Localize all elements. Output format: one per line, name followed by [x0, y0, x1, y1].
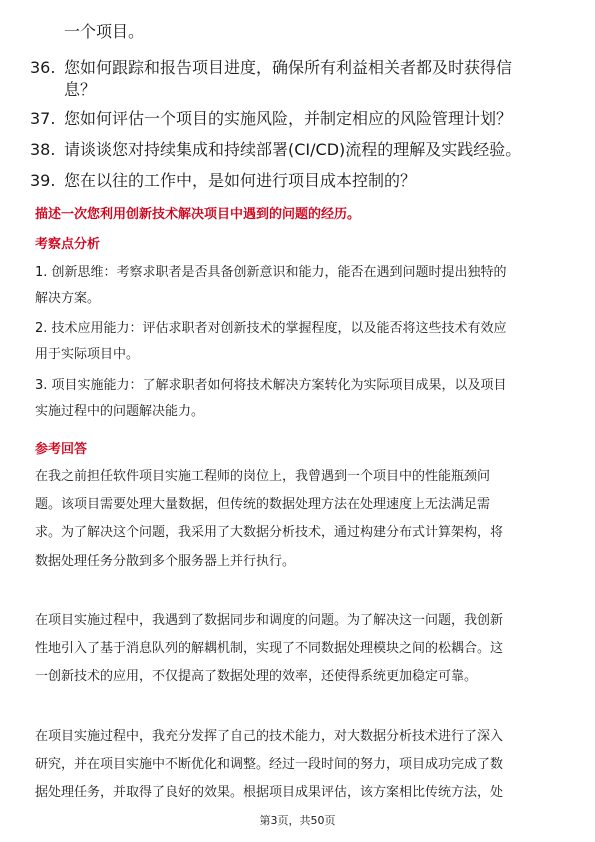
analysis-point-cont: 解决方案。 [35, 291, 101, 306]
answer-line: 研究，并在项目实施中不断优化和调整。经过一段时间的努力，项目成功完成了数 [35, 757, 504, 772]
analysis-point: 3. 项目实施能力：了解求职者如何将技术解决方案转化为实际项目成果，以及项目 [35, 378, 507, 393]
question-text: 一个项目。 [64, 22, 145, 41]
answer-line: 一创新技术的应用，不仅提高了数据处理的效率，还使得系统更加稳定可靠。 [35, 669, 478, 684]
question-number: 39. [30, 171, 56, 190]
page-footer: 第3页，共50页 [259, 814, 336, 827]
question-text: 您在以往的工作中，是如何进行项目成本控制的？ [64, 171, 417, 190]
question-text: 您如何跟踪和报告项目进度，确保所有利益相关者都及时获得信 [64, 58, 513, 77]
answer-line: 题。该项目需要处理大量数据，但传统的数据处理方法在处理速度上无法满足需 [35, 497, 491, 512]
analysis-point: 2. 技术应用能力：评估求职者对创新技术的掌握程度，以及能否将这些技术有效应 [35, 321, 507, 336]
question-36-cont [30, 80, 570, 100]
question-number: 38. [30, 140, 56, 159]
section-title: 描述一次您利用创新技术解决项目中遇到的问题的经历。 [35, 207, 361, 222]
question-36 [30, 58, 570, 78]
analysis-point-cont: 实施过程中的问题解决能力。 [35, 404, 205, 419]
question-continuation [30, 22, 570, 42]
question-37 [30, 109, 570, 129]
answer-line: 在我之前担任软件项目实施工程师的岗位上，我曾遇到一个项目中的性能瓶颈问 [35, 469, 491, 484]
question-38 [30, 140, 570, 160]
question-text: 您如何评估一个项目的实施风险，并制定相应的风险管理计划？ [64, 109, 513, 128]
analysis-point: 1. 创新思维：考察求职者是否具备创新意识和能力，能否在遇到问题时提出独特的 [35, 265, 507, 280]
answer-line: 据处理任务，并取得了良好的效果。根据项目成果评估，该方案相比传统方法，处 [35, 785, 504, 800]
answer-line: 性地引入了基于消息队列的解耦机制，实现了不同数据处理模块之间的松耦合。这 [35, 641, 504, 656]
question-39 [30, 171, 570, 191]
answer-line: 求。为了解决这个问题，我采用了大数据分析技术，通过构建分布式计算架构，将 [35, 525, 504, 540]
analysis-point-cont: 用于实际项目中。 [35, 347, 140, 362]
answer-heading: 参考回答 [35, 442, 88, 457]
question-text: 请谈谈您对持续集成和持续部署(CI/CD)流程的理解及实践经验。 [64, 140, 522, 159]
answer-line: 在项目实施过程中，我遇到了数据同步和调度的问题。为了解决这一问题，我创新 [35, 613, 504, 628]
question-number: 37. [30, 109, 56, 128]
question-text: 息？ [64, 80, 97, 99]
answer-line: 数据处理任务分散到多个服务器上并行执行。 [35, 554, 296, 569]
analysis-heading: 考察点分析 [35, 237, 101, 252]
answer-line: 在项目实施过程中，我充分发挥了自己的技术能力，对大数据分析技术进行了深入 [35, 729, 504, 744]
question-number: 36. [30, 58, 56, 77]
